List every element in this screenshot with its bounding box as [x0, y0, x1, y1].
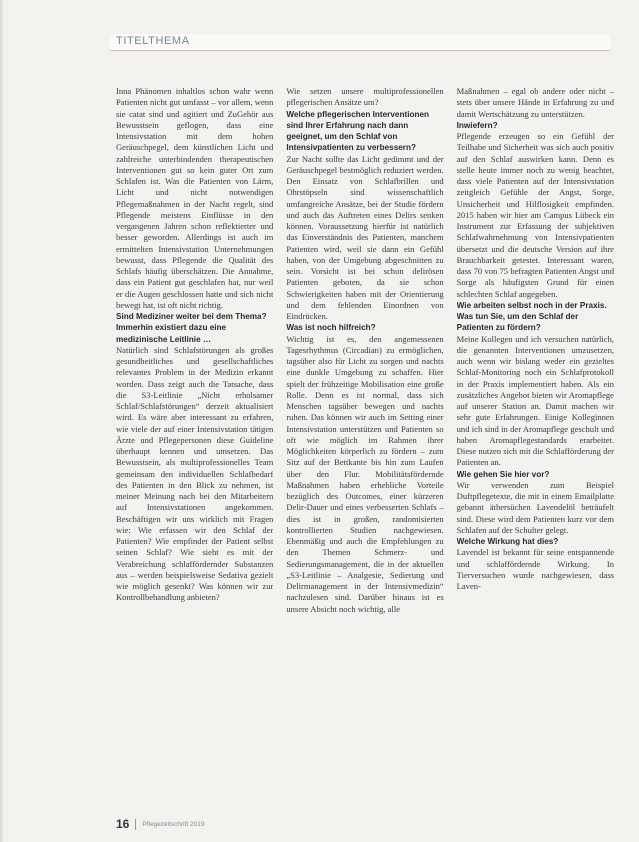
page-number: 16	[116, 817, 130, 831]
article-body	[116, 86, 614, 806]
body-paragraph: Pflegende erzeugen so ein Gefühl der Teilhabe und Sicherheit was sich auch positiv auf den Schlaf auswirken kann. Denn es stelle heute immer noch zu wenig beachtet, dass viele Patienten auf der Intensivstation zeitgleich Gefühle der Angst, Sorge, Unsicherheit und Hilflosigkeit empfinden. 2015 haben wir hier am Campus Lübeck ein Instrument zur Erfassung der subjektiven Schlafwahrnehmung von Intensivpatienten übersetzt und die deutsche Version auf ihre Brauchbarkeit getestet. Interessant waren, dass 70 von 75 befragten Patienten Angst und Sorge als häufigsten Grund für einen schlechten Schlaf angegeben.	[456, 131, 614, 299]
section-header-bar	[110, 34, 610, 51]
footer-divider	[135, 819, 136, 830]
text-column-1	[116, 86, 273, 806]
interview-question: Welche pflegerischen Interventionen sind Ihrer Erfahrung nach dann geeignet, um den Schlaf von Intensivpatienten zu verbessern?	[286, 109, 430, 153]
body-paragraph: Wichtig ist es, den angemessenen Tagesrhythmus (Circadian) zu ermöglichen, tagsüber also für Licht zu sorgen und nachts eine dunkle Umgebung zu schaffen. Hier spielt der frühzeitige Mobilisation eine große Rolle. Denn es ist normal, dass sich Menschen tagsüber bewegen und nachts ruhen. Das können wir auch im Setting einer Intensivstation unterstützen und Patienten so oft wie möglich im Rahmen ihrer Möglichkeiten körperlich zu fördern – zum Sitz auf der Bettkante bis hin zum Laufen über den Flur. Mobilitätsfördernde Maßnahmen haben erhebliche Vorteile bezüglich des Outcomes, einer kürzeren Delir-Dauer und eines verbesserten Schlafs – dies ist in großen, randomisierten kontrollierten Studien nachgewiesen. Ebenmäßig und auch die Empfehlungen zu den Themen Schmerz- und Sedierungsmanagement, die in der aktuellen „S3-Leitlinie – Analgesie, Sedierung und Delirmanagement in der Intensivmedizin“ nachzulesen sind. Darüber hinaus ist es unsere Absicht noch wichtig, alle	[286, 333, 444, 614]
page-edge-shadow	[0, 0, 4, 842]
text-column-3	[457, 86, 614, 806]
interview-question: Wie arbeiten selbst noch in der Praxis. Was tun Sie, um den Schlaf der Patienten zu fördern?	[456, 300, 607, 333]
body-paragraph: Meine Kollegen und ich versuchen natürlich, die genannten Interventionen umzusetzen, auch wenn wir bislang weder ein gezieltes Schlaf-Monitoring noch ein Schlafprotokoll in der Praxis implementiert haben. Als ein zusätzliches Angebot bieten wir Aromapflege auf unserer Station an. Damit machen wir sehr gute Erfahrungen. Einige Kolleginnen und ich sind in der Aromapflege geschult und haben Aromapflegestandards erarbeitet. Diese nutzen sich mit die Schlafförderung der Patienten an.	[456, 333, 614, 468]
interview-question: Was ist noch hilfreich?	[286, 323, 376, 333]
page-footer	[116, 817, 205, 831]
interview-question: Inwiefern?	[456, 120, 498, 130]
body-paragraph: Lavendel ist bekannt für seine entspannende und schlaffördernde Wirkung. In Tierversuchen wurde nachgewiesen, dass Laven-	[456, 547, 614, 591]
body-paragraph: Maßnahmen – egal ob andere oder nicht – stets über unsere Hände in Erfahrung zu und damit Wertschätzung zu unterstützen.	[456, 86, 614, 119]
footer-issue-line: Pflegezeitschrift 2019	[142, 820, 205, 828]
body-paragraph: Wie setzen unsere multiprofessionellen pflegerischen Ansätze um?	[286, 86, 444, 108]
text-column-2	[286, 86, 443, 806]
interview-question: Sind Mediziner weiter bei dem Thema? Immerhin existiert dazu eine medizinische Leitlinie …	[116, 312, 267, 344]
section-label: TITELTHEMA	[116, 35, 190, 47]
body-paragraph: Zur Nacht sollte das Licht gedimmt und der Geräuschpegel bestmöglich reduziert werden. Den Einsatz von Schlafbrillen und Ohrstöpseln sind wissenschaftlich umfangreiche Ansätze, bei der Studie fördern und auch das Auftreten eines Delirs senken können. Voraussetzung hierfür ist natürlich das Einverständnis des Patienten, manchem Patienten wird, weil sie dann ein Gefühl haben, von der Umgebung abgeschnitten zu sein. Vorsicht ist bei schon delirösen Patienten geboten, da sie schon Schwierigkeiten haben mit der Orientierung und dem fehlenden Einordnen von Eindrücken.	[286, 153, 444, 321]
body-paragraph: Wir verwenden zum Beispiel Duftpflegetexte, die mit in einem Emailplatte gebannt äthersüchen Lavendelöl beträufelt sind. Diese wird dem Patienten kurz vor dem Schlafen auf der Schulter gelegt.	[456, 479, 614, 535]
interview-question: Welche Wirkung hat dies?	[456, 537, 559, 546]
interview-question: Wie gehen Sie hier vor?	[456, 469, 550, 479]
body-paragraph: Natürlich sind Schlafstörungen als großes gesundheitliches und gesellschaftliches relevantes Problem in der Medizin erkannt worden. Dass zeigt auch die Tatsache, dass die S3-Leitlinie „Nicht erholsamer Schlaf/Schlafstörungen“ derzeit aktualisiert wird. Es wäre aber interessant zu erfahren, wie viele der auf einer Intensivstation tätigen Ärzte und Pflegepersonen diese Guideline überhaupt kennen und umsetzen. Das Bewusstsein, als multiprofessionelles Team gemeinsam den individuellen Schlafbedarf des Patienten in den Blick zu nehmen, ist meiner Meinung nach bei den Mitarbeitern auf Intensivstationen angekommen. Beschäftigen wir uns wirklich mit Fragen wie: Wie erfassen wir den Schlaf der Patienten? Wie empfindet der Patient selbst seinen Schlaf? Wie sieht es mit der Verabreichung schlaffördernder Substanzen aus – werden beispielsweise Sedativa gezielt wie möglich gesenkt? Was können wir zur Kontrollbehandlung anbieten?	[116, 344, 274, 603]
body-paragraph: Inna Phänomen inhaltlos schon wahr wenn Patienten nicht gut umfasst – vor allem, wenn sie catat sind und agitiert und ZuGehör aus Bewusstsein geflogen, dass eine Intensivstation mit dem hohen Geräuschpegel, dem künstlichen Licht und zahlreiche unterbindenden therapeutischen Interventionen gut so kein guter Ort zum Schlafen ist. Was die Patienten von Lärm, Licht und nicht notwendigen Pflegemaßnahmen in der Nacht regelt, sind Pflegende meistens Einflüsse in den vergangenen Jahren schon reflektierter und besser geworden. Allerdings ist auch im ermittelten Intensivstation Unternehmungen bewusst, dass Pflegende die Qualität des Schlafs häufig überschätzen. Die Annahme, dass ein Patient gut geschlafen hat, nur weil er die Augen geschlossen hatte und sich nicht bewegt hat, ist oft nicht richtig.	[116, 86, 274, 310]
